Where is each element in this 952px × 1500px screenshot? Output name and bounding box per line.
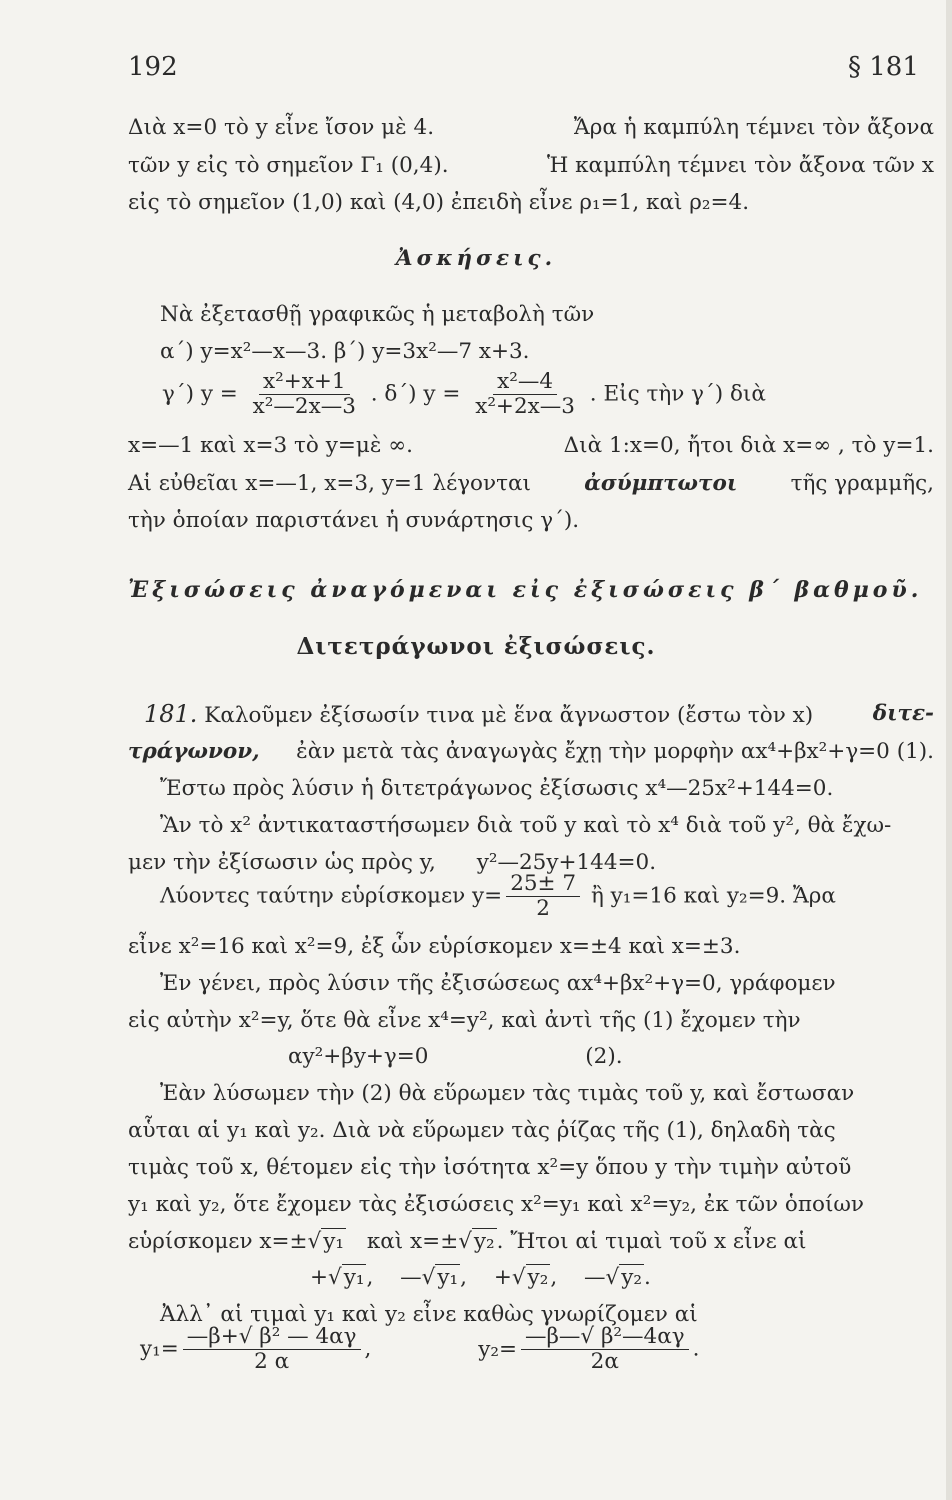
text-line xyxy=(128,700,934,730)
denominator: 2 α xyxy=(254,1349,290,1374)
text-line: Ἔστω πρὸς λύσιν ἡ διτετράγωνος ἐξίσωσις x⁴—25x²+144=0. xyxy=(160,776,834,801)
separator: . xyxy=(643,1265,651,1290)
sign: +√ xyxy=(310,1265,342,1290)
numerator: x²+x+1 xyxy=(259,370,350,395)
separator: , xyxy=(366,1265,374,1290)
label: γ΄) y = xyxy=(162,381,238,407)
emphasis: διτε- xyxy=(872,701,934,726)
radicand: y₁ xyxy=(437,1265,459,1290)
text-segment: . Εἰς τὴν γ΄) διὰ xyxy=(589,381,766,407)
exercise-intro: Νὰ ἐξετασθῇ γραφικῶς ἡ μεταβολὴ τῶν xyxy=(160,302,595,327)
equation: αy²+βy+γ=0 xyxy=(288,1044,429,1069)
paragraph-number: 181. xyxy=(144,700,198,728)
text-line: αὗται αἱ y₁ καὶ y₂. Διὰ νὰ εὕρωμεν τὰς ῥίζας τῆς (1), δηλαδὴ τὰς xyxy=(128,1118,836,1143)
numerator: 25± 7 xyxy=(506,872,580,897)
text-line: Ἀλλ᾽ αἱ τιμαὶ y₁ καὶ y₂ εἶνε καθὼς γνωρίζομεν αἱ xyxy=(160,1302,698,1327)
text-line: εἰς αὐτὴν x²=y, ὅτε θὰ εἶνε x⁴=y², καὶ ἀντὶ τῆς (1) ἔχομεν τὴν xyxy=(128,1008,801,1033)
exercises-heading: Ἀσκήσεις. xyxy=(395,246,557,271)
text-segment: ἐὰν μετὰ τὰς ἀναγωγὰς ἔχῃ τὴν μορφὴν αx⁴+βx²+γ=0 (1). xyxy=(296,739,934,764)
radicand: y₁ xyxy=(323,1229,344,1254)
text-segment: Αἱ εὐθεῖαι x=—1, x=3, y=1 λέγονται xyxy=(128,471,531,496)
root-values xyxy=(310,1265,651,1290)
separator: , xyxy=(460,1265,467,1290)
lhs: y₁= xyxy=(140,1336,179,1362)
lhs: y₂= xyxy=(478,1336,517,1362)
denominator: x²—2x—3 xyxy=(252,394,356,419)
text-segment: x=—1 καὶ x=3 τὸ y=μὲ ∞. xyxy=(128,433,413,458)
radicand: y₂ xyxy=(527,1265,549,1290)
exercise-ab: α΄) y=x²—x—3. β΄) y=3x²—7 x+3. xyxy=(160,339,530,364)
fraction xyxy=(521,1325,689,1374)
sign: +√ xyxy=(493,1265,526,1290)
text-segment: μεν τὴν ἐξίσωσιν ὡς πρὸς y, xyxy=(128,850,436,875)
emphasis: ἀσύμπτωτοι xyxy=(584,471,738,496)
section-number: § 181 xyxy=(848,52,919,82)
numerator: x²—4 xyxy=(493,370,557,395)
fraction xyxy=(249,370,360,419)
denominator: 2 xyxy=(536,896,550,921)
equation: y²—25y+144=0. xyxy=(476,850,657,875)
equation-number: (2). xyxy=(585,1044,623,1069)
text-line xyxy=(128,470,934,498)
numerator: —β—√ β²—4αγ xyxy=(521,1325,689,1350)
emphasis: τράγωνον, xyxy=(128,739,260,764)
text-segment: Λύοντες ταύτην εὑρίσκομεν y= xyxy=(160,883,503,909)
label: . δ΄) y = xyxy=(370,381,461,407)
text-line xyxy=(128,1043,934,1071)
fraction xyxy=(471,370,579,419)
text-line: Ἐὰν λύσωμεν τὴν (2) θὰ εὕρωμεν τὰς τιμὰς τοῦ y, καὶ ἔστωσαν xyxy=(160,1081,855,1106)
chapter-title: Ἐξισώσεις ἀναγόμεναι εἰς ἐξισώσεις β΄ βαθμοῦ. xyxy=(128,577,923,603)
radicand: y₂ xyxy=(621,1265,642,1290)
text-line xyxy=(128,152,934,180)
text-line: τὴν ὁποίαν παριστάνει ἡ συνάρτησις γ΄). xyxy=(128,508,580,533)
text-line xyxy=(128,1228,934,1256)
text-segment: Καλοῦμεν ἐξίσωσίν τινα μὲ ἕνα ἄγνωστον (ἔστω τὸν x) xyxy=(204,703,814,728)
fraction xyxy=(183,1325,361,1374)
page-edge xyxy=(946,0,952,1500)
sign: —√ xyxy=(400,1265,436,1290)
text-segment: Διὰ x=0 τὸ y εἶνε ἴσον μὲ 4. xyxy=(128,115,435,140)
page-number: 192 xyxy=(128,52,178,82)
text-line: Ἂν τὸ x² ἀντικαταστήσωμεν διὰ τοῦ y καὶ τὸ x⁴ διὰ τοῦ y², θὰ ἔχω- xyxy=(160,813,892,838)
text-segment: Ἄρα ἡ καμπύλη τέμνει τὸν ἄξονα xyxy=(573,115,934,140)
fraction xyxy=(506,872,580,921)
exercise-cd xyxy=(162,370,952,419)
text-line xyxy=(160,872,952,921)
radicand: y₁ xyxy=(343,1265,365,1290)
numerator: —β+√ β² — 4αγ xyxy=(183,1325,361,1350)
separator: , xyxy=(364,1336,372,1362)
denominator: 2α xyxy=(590,1349,619,1374)
text-line: εἰς τὸ σημεῖον (1,0) καὶ (4,0) ἐπειδὴ εἶνε ρ₁=1, καὶ ρ₂=4. xyxy=(128,190,750,215)
denominator: x²+2x—3 xyxy=(475,394,575,419)
text-line xyxy=(128,432,934,460)
text-segment: Ἡ καμπύλη τέμνει τὸν ἄξονα τῶν x xyxy=(546,153,934,178)
text-segment: τῶν y εἰς τὸ σημεῖον Γ₁ (0,4). xyxy=(128,153,449,178)
text-line: εἶνε x²=16 καὶ x²=9, ἐξ ὧν εὑρίσκομεν x=±4 καὶ x=±3. xyxy=(128,934,741,959)
text-segment: . Ἤτοι αἱ τιμαὶ τοῦ x εἶνε αἱ xyxy=(496,1229,807,1254)
separator: , xyxy=(550,1265,558,1290)
text-segment: Διὰ 1:x=0, ἤτοι διὰ x=∞ , τὸ y=1. xyxy=(563,433,934,458)
text-line: y₁ καὶ y₂, ὅτε ἔχομεν τὰς ἐξισώσεις x²=y₁ καὶ x²=y₂, ἐκ τῶν ὁποίων xyxy=(128,1192,864,1217)
text-line: τιμὰς τοῦ x, θέτομεν εἰς τὴν ἰσότητα x²=y ὅπου y τὴν τιμὴν αὐτοῦ xyxy=(128,1155,852,1180)
text-line: Ἐν γένει, πρὸς λύσιν τῆς ἐξισώσεως αx⁴+βx²+γ=0, γράφομεν xyxy=(160,971,836,996)
text-segment: τῆς γραμμῆς, xyxy=(790,471,934,496)
text-segment: καὶ x=±√ xyxy=(366,1229,472,1254)
radicand: y₂ xyxy=(473,1229,495,1254)
text-segment: ἢ y₁=16 καὶ y₂=9. Ἄρα xyxy=(590,883,836,909)
separator: . xyxy=(692,1336,700,1362)
text-line xyxy=(128,738,934,766)
text-line xyxy=(128,114,934,142)
quadratic-formulas xyxy=(140,1325,699,1374)
sign: —√ xyxy=(584,1265,620,1290)
text-segment: εὑρίσκομεν x=±√ xyxy=(128,1229,322,1254)
section-title: Διτετράγωνοι ἐξισώσεις. xyxy=(296,633,656,660)
